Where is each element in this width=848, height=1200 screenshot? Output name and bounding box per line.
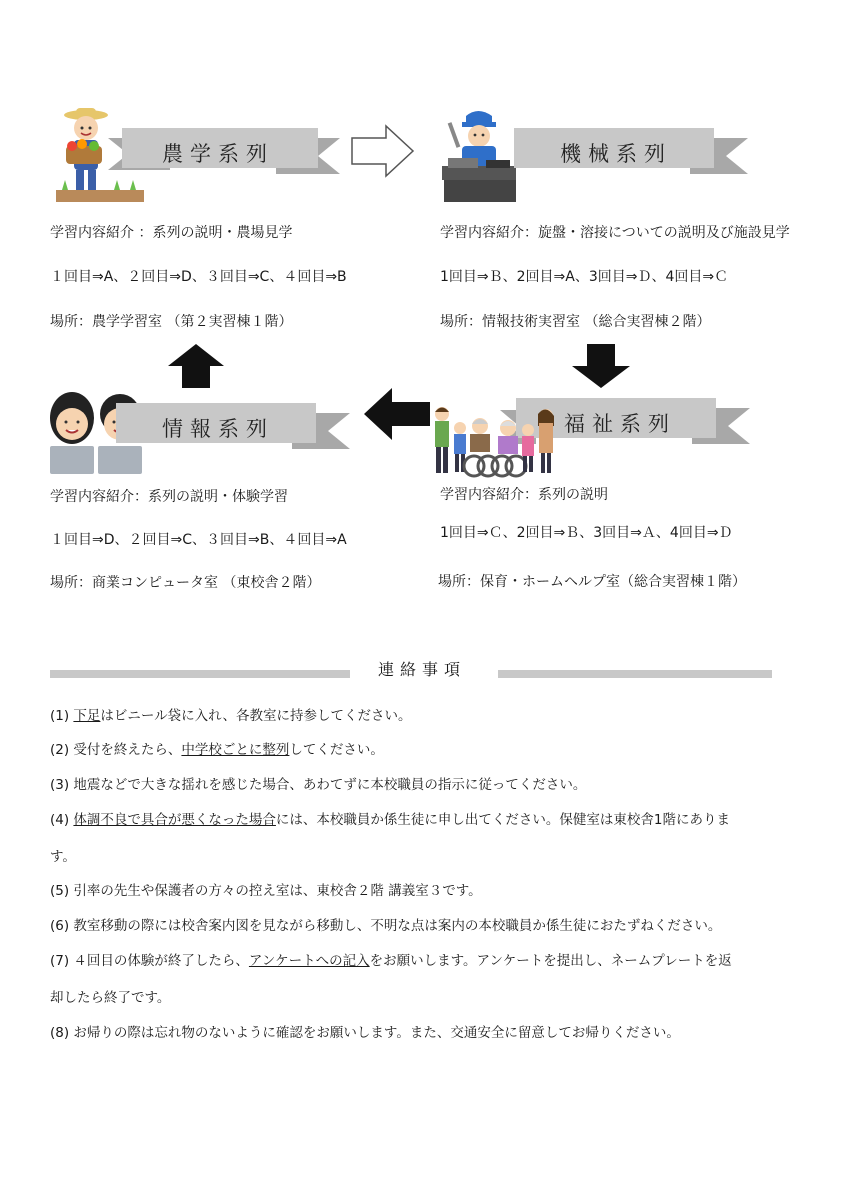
welfare-schedule: 1回目⇒Ｃ、2回目⇒Ｂ、3回目⇒Ａ、4回目⇒Ｄ (440, 525, 733, 541)
notice-item-7: (7) ４回目の体験が終了したら、アンケートへの記入をお願いします。アンケートを提出し、ネームプレートを返 (50, 953, 732, 969)
arrow-down-icon (570, 342, 632, 390)
banner-mech (498, 124, 738, 180)
agri-place: 場所：農学学習室 （第２実習棟１階） (50, 314, 293, 330)
underlined-text: 中学校ごとに整列 (181, 742, 290, 758)
welfare-place: 場所：保育・ホームヘルプ室（総合実習棟１階） (438, 574, 746, 590)
notice-item-7-cont: 却したら終了です。 (50, 990, 171, 1006)
info-schedule: １回目⇒D、２回目⇒C、３回目⇒B、４回目⇒A (50, 532, 347, 548)
notice-item-8: (8) お帰りの際は忘れ物のないように確認をお願いします。また、交通安全に留意してお帰りください。 (50, 1025, 680, 1041)
arrow-up-icon (166, 342, 226, 390)
banner-info (100, 399, 340, 455)
mech-schedule: 1回目⇒Ｂ、2回目⇒A、3回目⇒Ｄ、4回目⇒Ｃ (440, 269, 729, 285)
notice-divider-left (50, 670, 350, 678)
banner-agri (100, 124, 340, 180)
notice-item-1: (1) 下足はビニール袋に入れ、各教室に持参してください。 (50, 708, 412, 724)
agri-schedule: １回目⇒A、２回目⇒D、３回目⇒C、４回目⇒B (50, 269, 347, 285)
info-place: 場所：商業コンピュータ室 （東校舎２階） (50, 575, 321, 591)
outline-arrow-right-icon (350, 124, 416, 178)
family-welfare-illustration (430, 404, 560, 478)
underlined-text: 体調不良で具合が悪くなった場合 (73, 812, 276, 828)
banner-title-mech: 機械系列 (560, 142, 672, 166)
notice-item-5: (5) 引率の先生や保護者の方々の控え室は、東校舎２階 講義室３です。 (50, 883, 482, 899)
notice-item-6: (6) 教室移動の際には校舎案内図を見ながら移動し、不明な点は案内の本校職員か係生徒におたずねください。 (50, 918, 722, 934)
notice-item-3: (3) 地震などで大きな揺れを感じた場合、あわてずに本校職員の指示に従ってください。 (50, 777, 587, 793)
banner-title-info: 情報系列 (162, 417, 274, 441)
underlined-text: 下足 (73, 708, 101, 724)
banner-title-welfare: 福祉系列 (564, 412, 676, 436)
banner-title-agri: 農学系列 (162, 142, 274, 166)
welfare-content: 学習内容紹介：系列の説明 (440, 487, 608, 503)
notice-item-4: (4) 体調不良で具合が悪くなった場合には、本校職員か係生徒に申し出てください。保健室は東校舎1階にありま (50, 812, 731, 828)
mech-place: 場所：情報技術実習室 （総合実習棟２階） (440, 314, 711, 330)
notice-item-2: (2) 受付を終えたら、中学校ごとに整列してください。 (50, 742, 384, 758)
agri-content: 学習内容紹介 ：系列の説明・農場見学 (50, 225, 293, 241)
underlined-text: アンケートへの記入 (248, 953, 370, 969)
notice-divider-right (498, 670, 772, 678)
notice-title: 連絡事項 (378, 660, 467, 679)
mech-content: 学習内容紹介：旋盤・溶接についての説明及び施設見学 (440, 225, 790, 241)
info-content: 学習内容紹介：系列の説明・体験学習 (50, 489, 288, 505)
notice-item-4-cont: す。 (50, 849, 76, 865)
arrow-left-icon (362, 386, 432, 442)
